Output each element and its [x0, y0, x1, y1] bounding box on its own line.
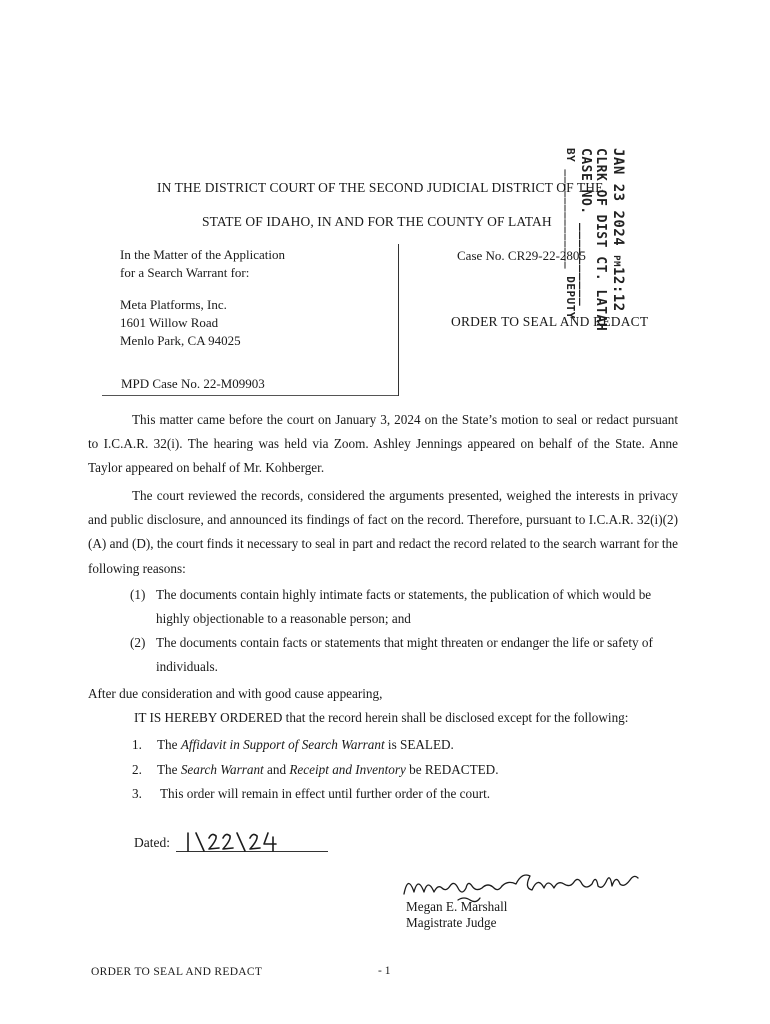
stamp-case-line: CASE NO. __________ — [578, 148, 593, 307]
footer-document-title: ORDER TO SEAL AND REDACT — [91, 966, 263, 978]
court-heading-line2: STATE OF IDAHO, IN AND FOR THE COUNTY OF LATAH — [202, 214, 552, 229]
page-number: - 1 — [378, 965, 391, 977]
judge-name: Megan E. Marshall — [406, 899, 508, 914]
list-item-number: (2) — [130, 635, 146, 650]
caption-underline — [102, 395, 398, 396]
party-address-1: 1601 Willow Road — [120, 315, 219, 330]
reasons-list — [130, 583, 680, 679]
caption-divider — [398, 244, 399, 396]
list-item — [130, 583, 680, 631]
matter-line-1: In the Matter of the Application — [120, 247, 285, 262]
court-heading-line1: IN THE DISTRICT COURT OF THE SECOND JUDICIAL DISTRICT OF THE — [157, 180, 604, 195]
caption-matter — [120, 246, 285, 350]
stamp-deputy-line: BY ______________ DEPUTY — [564, 148, 577, 319]
order-number: 1. — [132, 737, 142, 752]
paragraph-hearing: This matter came before the court on January 3, 2024 on the State’s motion to seal or redact pursuant to I.C.A.R. 32(i). The hearing was held via Zoom. Ashley Jennings appeared on behalf of the State. Anne Taylor appeared on behalf of Mr. Kohberger. — [88, 412, 678, 476]
dated-label: Dated: — [134, 835, 170, 850]
order-text: is SEALED. — [384, 737, 454, 752]
list-item-text: The documents contain facts or statements that might threaten or endanger the life or safety of individuals. — [156, 635, 653, 674]
list-item-text: The documents contain highly intimate facts or statements, the publication of which would be highly objectionable to a reasonable person; and — [156, 587, 652, 626]
document-title: ORDER TO SEAL AND REDACT — [451, 314, 649, 329]
party-address-2: Menlo Park, CA 94025 — [120, 333, 241, 348]
list-item — [132, 782, 672, 807]
list-item — [130, 631, 680, 679]
good-cause-line: After due consideration and with good cause appearing, — [88, 686, 383, 701]
party-name: Meta Platforms, Inc. — [120, 297, 227, 312]
stamp-clerk-line: CLRK OF DIST CT. LATAH — [593, 148, 608, 332]
judge-title: Magistrate Judge — [406, 915, 497, 930]
order-text: This order will remain in effect until further order of the court. — [160, 786, 491, 801]
mpd-case-number: MPD Case No. 22-M09903 — [121, 376, 265, 391]
order-text: and — [263, 761, 290, 777]
stamp-date-line — [608, 148, 625, 331]
case-number: Case No. CR29-22-2805 — [457, 248, 586, 263]
orders-list — [132, 733, 672, 807]
order-text: be REDACTED. — [405, 761, 499, 777]
stamp-time: 12:12 — [610, 267, 626, 312]
order-number: 2. — [132, 761, 142, 777]
order-number: 3. — [132, 786, 142, 801]
ordered-line: IT IS HEREBY ORDERED that the record herein shall be disclosed except for the following: — [134, 710, 629, 725]
list-item — [132, 733, 672, 758]
matter-line-2: for a Search Warrant for: — [120, 265, 250, 280]
list-item-number: (1) — [130, 587, 146, 602]
list-item — [132, 758, 672, 783]
paragraph-findings: The court reviewed the records, considered the arguments presented, weighed the interests in privacy and public disclosure, and announced its findings of fact on the record. Therefore, pursuant to I.C.A.R. 32(i)(2)(A) and (D), the court finds it necessary to seal in part and redact the record related to the search warrant for the following reasons: — [88, 488, 678, 576]
order-document-name: Search Warrant — [180, 761, 264, 777]
handwritten-date — [182, 829, 282, 855]
stamp-date: JAN 23 2024 — [610, 148, 626, 247]
order-document-name: Receipt and Inventory — [289, 761, 406, 777]
order-document-name: Affidavit in Support of Search Warrant — [180, 737, 385, 752]
order-text: The — [157, 737, 181, 752]
stamp-ampm: PM — [611, 255, 621, 267]
order-text: The — [157, 761, 181, 777]
